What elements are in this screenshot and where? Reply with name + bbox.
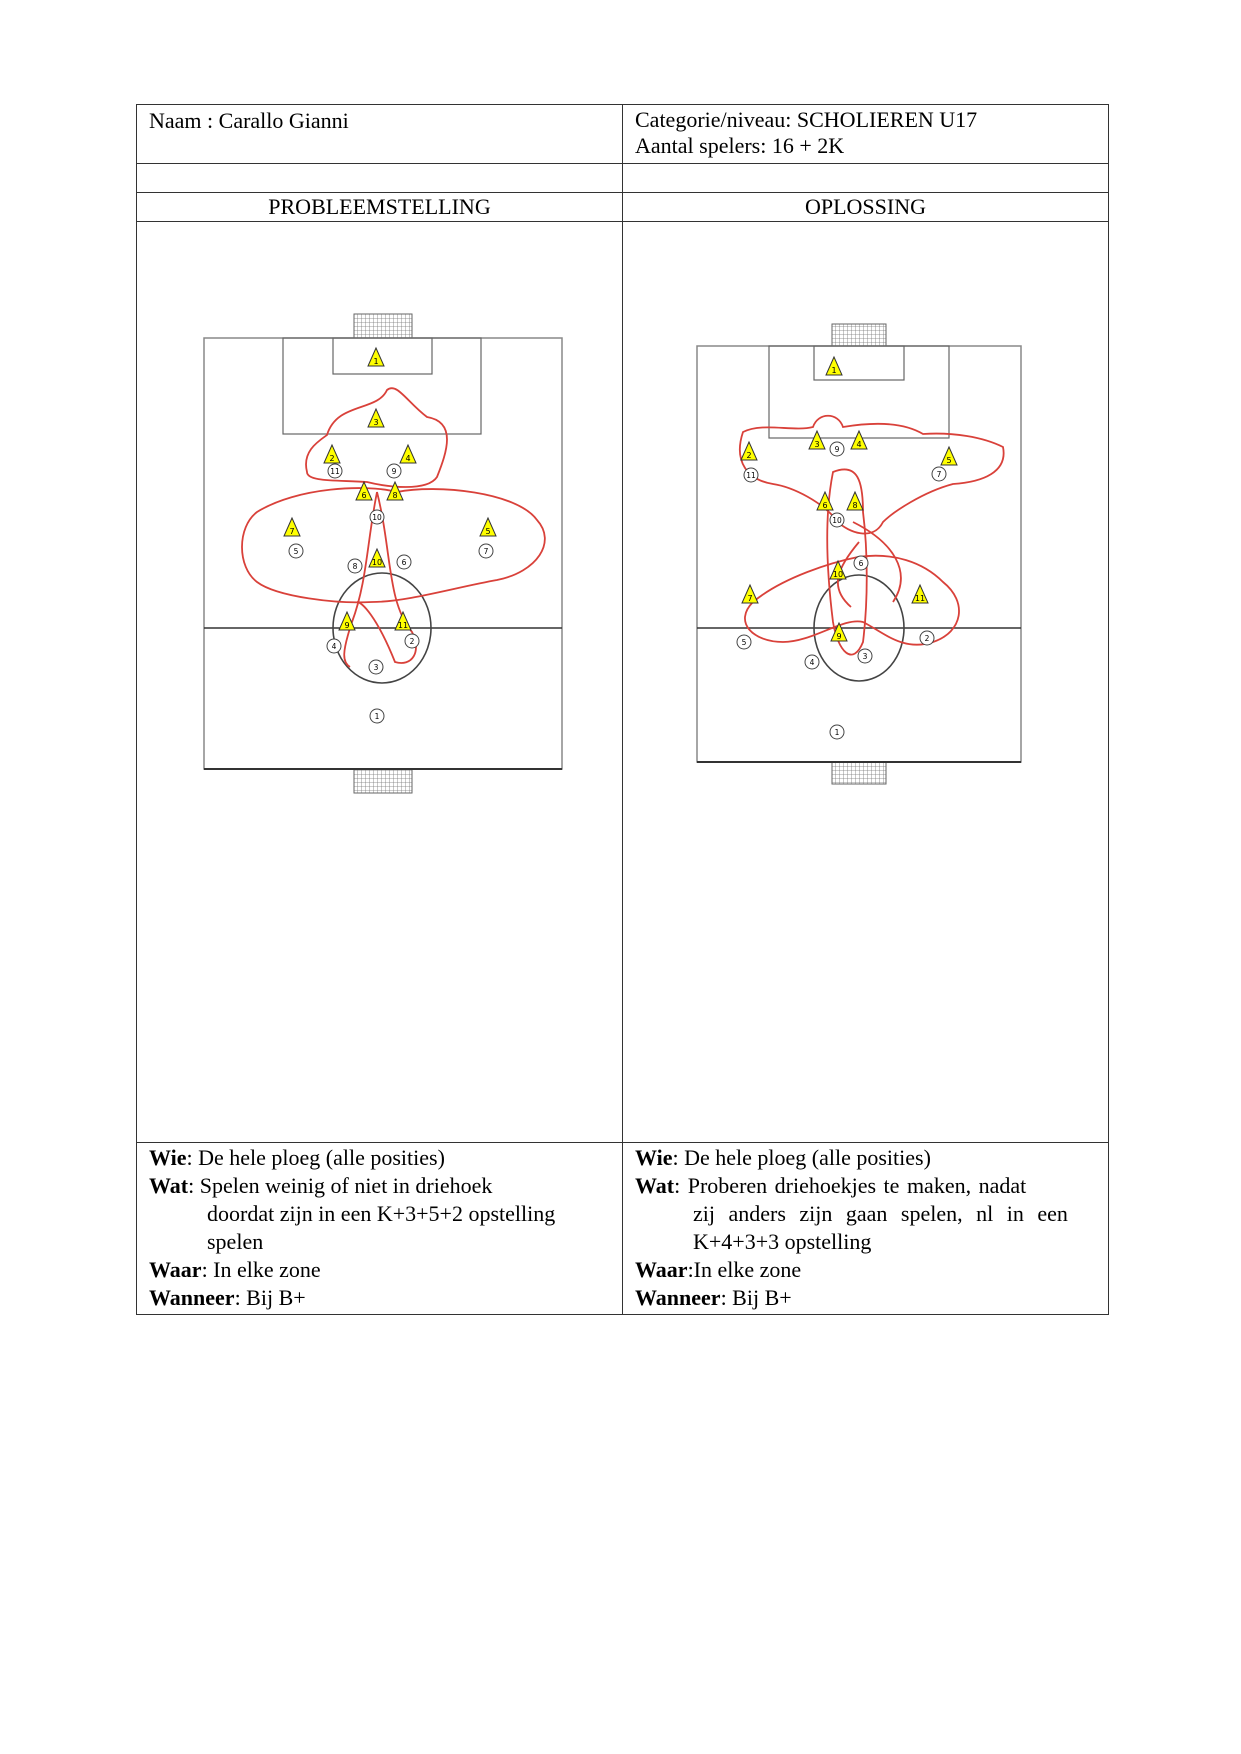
opponent-player-marker: [805, 655, 819, 669]
team-player-number: 4: [405, 454, 411, 463]
opponent-player-number: 5: [741, 638, 747, 647]
opponent-player-number: 11: [330, 467, 340, 476]
player-count: Aantal spelers: 16 + 2K: [635, 133, 845, 158]
opponent-player-number: 6: [401, 558, 407, 567]
opponent-player-marker: [328, 464, 342, 478]
opponent-player-number: 10: [832, 516, 842, 525]
wie-label: Wie: [635, 1145, 673, 1170]
opponent-player-number: 1: [374, 712, 380, 721]
bottom-goal: [354, 769, 412, 793]
bottom-goal: [832, 762, 886, 784]
wanneer-text: : Bij B+: [720, 1285, 792, 1310]
opponent-player-number: 8: [352, 562, 358, 571]
category-level: Categorie/niveau: SCHOLIEREN U17: [635, 107, 978, 132]
category-cell: [623, 105, 1109, 164]
team-player-marker: [826, 357, 842, 375]
opponent-player-number: 5: [293, 547, 299, 556]
solution-title: OPLOSSING: [623, 193, 1109, 222]
solution-pitch-diagram: [623, 222, 1109, 1142]
team-player-number: 11: [397, 621, 409, 630]
opponent-player-marker: [830, 442, 844, 456]
team-player-number: 7: [747, 594, 753, 603]
wat-text-1: : Proberen driehoekjes te maken, nadat: [674, 1173, 1027, 1198]
opponent-player-number: 2: [409, 637, 415, 646]
team-player-number: 1: [831, 366, 837, 375]
wat-text-3: K+4+3+3 opstelling: [693, 1229, 872, 1254]
opponent-player-marker: [348, 559, 362, 573]
team-player-number: 3: [814, 440, 820, 449]
opponent-player-marker: [932, 467, 946, 481]
team-player-marker: [368, 409, 384, 427]
team-player-number: 11: [914, 594, 926, 603]
wanneer-label: Wanneer: [149, 1285, 235, 1310]
opponent-player-marker: [744, 468, 758, 482]
solution-description: [623, 1143, 1109, 1315]
team-player-number: 9: [344, 621, 350, 630]
team-player-number: 8: [392, 491, 398, 500]
opponent-player-number: 3: [862, 652, 868, 661]
top-goal: [832, 324, 886, 346]
wanneer-text: : Bij B+: [234, 1285, 306, 1310]
opponent-player-marker: [479, 544, 493, 558]
team-player-number: 2: [746, 451, 752, 460]
team-player-number: 3: [373, 418, 379, 427]
opponent-circles: [289, 464, 493, 723]
wat-label: Wat: [149, 1173, 189, 1198]
wat-label: Wat: [635, 1173, 675, 1198]
team-player-number: 2: [329, 454, 335, 463]
opponent-player-marker: [327, 639, 341, 653]
team-player-number: 10: [371, 558, 383, 567]
team-player-marker: [847, 492, 863, 510]
opponent-player-marker: [289, 544, 303, 558]
team-player-marker: [356, 482, 372, 500]
pitch-outline: [697, 346, 1021, 762]
opponent-player-number: 3: [373, 663, 379, 672]
team-player-number: 7: [289, 527, 295, 536]
team-player-number: 5: [946, 456, 952, 465]
opponent-player-number: 2: [924, 634, 930, 643]
team-player-marker: [941, 447, 957, 465]
opponent-player-marker: [854, 556, 868, 570]
blank-cell-right: [623, 164, 1109, 193]
team-player-marker: [324, 445, 340, 463]
team-triangles: [741, 357, 957, 641]
team-player-number: 6: [361, 491, 367, 500]
opponent-player-marker: [830, 513, 844, 527]
problem-description: [137, 1143, 623, 1315]
team-player-marker: [809, 431, 825, 449]
team-player-marker: [912, 585, 928, 603]
wie-text: : De hele ploeg (alle posities): [672, 1145, 931, 1170]
opponent-player-marker: [920, 631, 934, 645]
team-player-marker: [851, 431, 867, 449]
wie-text: : De hele ploeg (alle posities): [186, 1145, 445, 1170]
team-player-marker: [741, 442, 757, 460]
opponent-player-marker: [370, 709, 384, 723]
opponent-player-number: 4: [331, 642, 337, 651]
problem-title: PROBLEEMSTELLING: [137, 193, 623, 222]
opponent-player-number: 11: [746, 471, 756, 480]
team-player-marker: [369, 549, 385, 567]
opponent-player-number: 7: [936, 470, 942, 479]
waar-text: : In elke zone: [201, 1257, 321, 1282]
opponent-player-marker: [405, 634, 419, 648]
top-goal: [354, 314, 412, 338]
team-player-marker: [480, 518, 496, 536]
waar-text: :In elke zone: [687, 1257, 802, 1282]
penalty-area: [283, 338, 481, 434]
opponent-player-marker: [387, 464, 401, 478]
team-player-marker: [368, 348, 384, 366]
opponent-player-number: 6: [858, 559, 864, 568]
team-player-number: 5: [485, 527, 491, 536]
wat-text-2: zij anders zijn gaan spelen, nl in een: [693, 1201, 1068, 1226]
problem-diagram-cell: [137, 222, 623, 1143]
annotation-loops: [740, 416, 1004, 655]
wat-text-3: spelen: [207, 1229, 264, 1254]
team-player-number: 10: [832, 570, 844, 579]
coach-name: Naam : Carallo Gianni: [149, 108, 349, 133]
wie-label: Wie: [149, 1145, 187, 1170]
pitch-outline: [204, 338, 562, 769]
team-player-number: 8: [852, 501, 858, 510]
opponent-player-marker: [737, 635, 751, 649]
team-player-marker: [395, 612, 411, 630]
team-player-marker: [284, 518, 300, 536]
opponent-player-marker: [370, 510, 384, 524]
team-player-marker: [742, 585, 758, 603]
team-player-number: 1: [373, 357, 379, 366]
name-cell: [137, 105, 623, 164]
opponent-player-number: 9: [391, 467, 397, 476]
opponent-player-number: 10: [372, 513, 382, 522]
wat-text-1: : Spelen weinig of niet in driehoek: [188, 1173, 493, 1198]
opponent-player-number: 4: [809, 658, 815, 667]
goal-area: [333, 338, 432, 374]
team-player-marker: [817, 492, 833, 510]
opponent-player-marker: [397, 555, 411, 569]
team-player-number: 6: [822, 501, 828, 510]
team-player-number: 9: [836, 632, 842, 641]
opponent-player-number: 9: [834, 445, 840, 454]
waar-label: Waar: [149, 1257, 202, 1282]
waar-label: Waar: [635, 1257, 688, 1282]
session-form-table: [136, 104, 1109, 1315]
team-player-marker: [400, 445, 416, 463]
blank-cell-left: [137, 164, 623, 193]
opponent-player-number: 1: [834, 728, 840, 737]
wanneer-label: Wanneer: [635, 1285, 721, 1310]
wat-text-2: doordat zijn in een K+3+5+2 opstelling: [207, 1201, 556, 1226]
opponent-player-marker: [830, 725, 844, 739]
team-triangles: [284, 348, 496, 630]
solution-diagram-cell: [623, 222, 1109, 1143]
opponent-player-marker: [369, 660, 383, 674]
problem-pitch-diagram: [137, 222, 623, 1142]
team-player-number: 4: [856, 440, 862, 449]
opponent-player-marker: [858, 649, 872, 663]
opponent-player-number: 7: [483, 547, 489, 556]
